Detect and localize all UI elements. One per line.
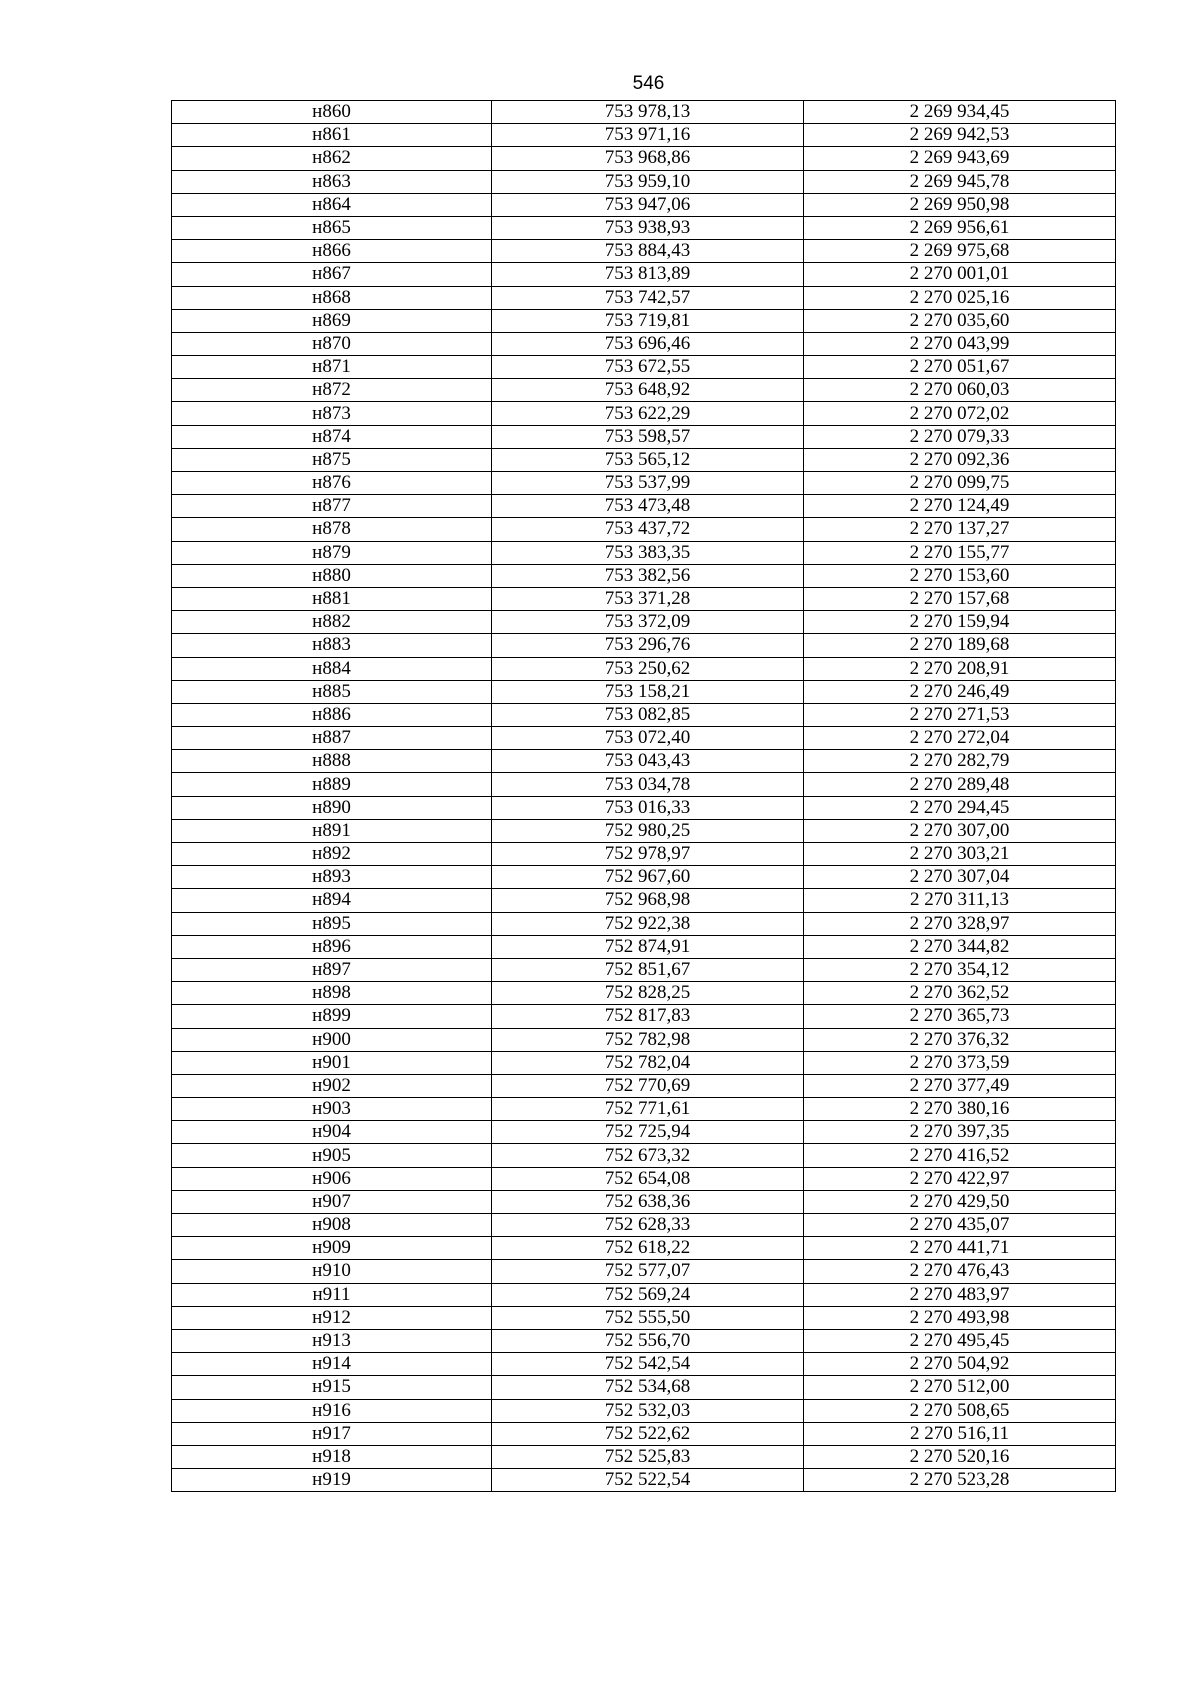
point-id-cell: н875 <box>172 448 492 471</box>
y-coordinate-cell: 2 270 025,16 <box>804 286 1116 309</box>
x-coordinate-cell: 752 771,61 <box>492 1098 804 1121</box>
point-id-cell: н909 <box>172 1237 492 1260</box>
y-coordinate-cell: 2 270 157,68 <box>804 587 1116 610</box>
x-coordinate-cell: 752 618,22 <box>492 1237 804 1260</box>
table-row <box>172 216 1116 239</box>
table-row <box>172 1214 1116 1237</box>
table-row <box>172 1005 1116 1028</box>
point-id-cell: н868 <box>172 286 492 309</box>
y-coordinate-cell: 2 269 956,61 <box>804 216 1116 239</box>
table-row <box>172 240 1116 263</box>
table-row <box>172 1237 1116 1260</box>
point-id-cell: н889 <box>172 773 492 796</box>
x-coordinate-cell: 752 968,98 <box>492 889 804 912</box>
y-coordinate-cell: 2 270 354,12 <box>804 958 1116 981</box>
x-coordinate-cell: 752 980,25 <box>492 819 804 842</box>
table-row <box>172 912 1116 935</box>
x-coordinate-cell: 753 884,43 <box>492 240 804 263</box>
table-row <box>172 866 1116 889</box>
table-row <box>172 147 1116 170</box>
y-coordinate-cell: 2 270 137,27 <box>804 518 1116 541</box>
x-coordinate-cell: 753 537,99 <box>492 472 804 495</box>
point-id-cell: н870 <box>172 332 492 355</box>
point-id-cell: н907 <box>172 1190 492 1213</box>
y-coordinate-cell: 2 270 328,97 <box>804 912 1116 935</box>
coordinates-table-body <box>172 101 1116 1492</box>
x-coordinate-cell: 753 978,13 <box>492 101 804 124</box>
point-id-cell: н878 <box>172 518 492 541</box>
x-coordinate-cell: 753 696,46 <box>492 332 804 355</box>
coordinates-table <box>171 100 1116 1492</box>
x-coordinate-cell: 753 072,40 <box>492 727 804 750</box>
point-id-cell: н884 <box>172 657 492 680</box>
table-row <box>172 101 1116 124</box>
y-coordinate-cell: 2 270 289,48 <box>804 773 1116 796</box>
point-id-cell: н885 <box>172 680 492 703</box>
y-coordinate-cell: 2 270 416,52 <box>804 1144 1116 1167</box>
table-row <box>172 1445 1116 1468</box>
x-coordinate-cell: 752 770,69 <box>492 1074 804 1097</box>
point-id-cell: н915 <box>172 1376 492 1399</box>
table-row <box>172 1051 1116 1074</box>
table-row <box>172 796 1116 819</box>
x-coordinate-cell: 753 813,89 <box>492 263 804 286</box>
x-coordinate-cell: 752 556,70 <box>492 1329 804 1352</box>
table-row <box>172 1422 1116 1445</box>
table-row <box>172 541 1116 564</box>
x-coordinate-cell: 752 569,24 <box>492 1283 804 1306</box>
table-row <box>172 727 1116 750</box>
y-coordinate-cell: 2 270 441,71 <box>804 1237 1116 1260</box>
y-coordinate-cell: 2 270 495,45 <box>804 1329 1116 1352</box>
y-coordinate-cell: 2 270 208,91 <box>804 657 1116 680</box>
y-coordinate-cell: 2 270 476,43 <box>804 1260 1116 1283</box>
x-coordinate-cell: 753 672,55 <box>492 356 804 379</box>
table-row <box>172 402 1116 425</box>
table-row <box>172 935 1116 958</box>
table-row <box>172 1167 1116 1190</box>
point-id-cell: н888 <box>172 750 492 773</box>
table-row <box>172 1074 1116 1097</box>
x-coordinate-cell: 752 542,54 <box>492 1353 804 1376</box>
point-id-cell: н880 <box>172 564 492 587</box>
point-id-cell: н904 <box>172 1121 492 1144</box>
y-coordinate-cell: 2 270 001,01 <box>804 263 1116 286</box>
point-id-cell: н861 <box>172 124 492 147</box>
point-id-cell: н891 <box>172 819 492 842</box>
point-id-cell: н906 <box>172 1167 492 1190</box>
table-row <box>172 1190 1116 1213</box>
table-row <box>172 1098 1116 1121</box>
x-coordinate-cell: 753 296,76 <box>492 634 804 657</box>
table-row <box>172 843 1116 866</box>
x-coordinate-cell: 753 372,09 <box>492 611 804 634</box>
point-id-cell: н919 <box>172 1469 492 1492</box>
table-row <box>172 1376 1116 1399</box>
x-coordinate-cell: 752 534,68 <box>492 1376 804 1399</box>
x-coordinate-cell: 753 565,12 <box>492 448 804 471</box>
table-row <box>172 1121 1116 1144</box>
y-coordinate-cell: 2 270 311,13 <box>804 889 1116 912</box>
point-id-cell: н881 <box>172 587 492 610</box>
point-id-cell: н883 <box>172 634 492 657</box>
x-coordinate-cell: 752 817,83 <box>492 1005 804 1028</box>
point-id-cell: н896 <box>172 935 492 958</box>
y-coordinate-cell: 2 270 043,99 <box>804 332 1116 355</box>
table-row <box>172 1144 1116 1167</box>
x-coordinate-cell: 753 938,93 <box>492 216 804 239</box>
point-id-cell: н902 <box>172 1074 492 1097</box>
y-coordinate-cell: 2 270 429,50 <box>804 1190 1116 1213</box>
x-coordinate-cell: 752 725,94 <box>492 1121 804 1144</box>
y-coordinate-cell: 2 270 380,16 <box>804 1098 1116 1121</box>
table-row <box>172 958 1116 981</box>
table-row <box>172 193 1116 216</box>
table-row <box>172 472 1116 495</box>
x-coordinate-cell: 753 968,86 <box>492 147 804 170</box>
table-row <box>172 518 1116 541</box>
x-coordinate-cell: 752 525,83 <box>492 1445 804 1468</box>
table-row <box>172 587 1116 610</box>
point-id-cell: н873 <box>172 402 492 425</box>
point-id-cell: н912 <box>172 1306 492 1329</box>
y-coordinate-cell: 2 270 504,92 <box>804 1353 1116 1376</box>
point-id-cell: н899 <box>172 1005 492 1028</box>
x-coordinate-cell: 753 158,21 <box>492 680 804 703</box>
point-id-cell: н865 <box>172 216 492 239</box>
point-id-cell: н898 <box>172 982 492 1005</box>
x-coordinate-cell: 753 719,81 <box>492 309 804 332</box>
table-row <box>172 773 1116 796</box>
y-coordinate-cell: 2 270 523,28 <box>804 1469 1116 1492</box>
point-id-cell: н918 <box>172 1445 492 1468</box>
table-row <box>172 680 1116 703</box>
point-id-cell: н897 <box>172 958 492 981</box>
x-coordinate-cell: 753 648,92 <box>492 379 804 402</box>
point-id-cell: н900 <box>172 1028 492 1051</box>
x-coordinate-cell: 753 622,29 <box>492 402 804 425</box>
table-row <box>172 1469 1116 1492</box>
y-coordinate-cell: 2 269 945,78 <box>804 170 1116 193</box>
y-coordinate-cell: 2 269 942,53 <box>804 124 1116 147</box>
table-row <box>172 379 1116 402</box>
table-row <box>172 263 1116 286</box>
point-id-cell: н886 <box>172 703 492 726</box>
y-coordinate-cell: 2 270 362,52 <box>804 982 1116 1005</box>
point-id-cell: н872 <box>172 379 492 402</box>
y-coordinate-cell: 2 270 272,04 <box>804 727 1116 750</box>
y-coordinate-cell: 2 270 159,94 <box>804 611 1116 634</box>
table-row <box>172 819 1116 842</box>
table-row <box>172 124 1116 147</box>
table-row <box>172 750 1116 773</box>
x-coordinate-cell: 752 522,54 <box>492 1469 804 1492</box>
y-coordinate-cell: 2 270 303,21 <box>804 843 1116 866</box>
table-row <box>172 611 1116 634</box>
y-coordinate-cell: 2 270 493,98 <box>804 1306 1116 1329</box>
point-id-cell: н874 <box>172 425 492 448</box>
table-row <box>172 1028 1116 1051</box>
x-coordinate-cell: 752 654,08 <box>492 1167 804 1190</box>
x-coordinate-cell: 753 971,16 <box>492 124 804 147</box>
table-row <box>172 448 1116 471</box>
point-id-cell: н910 <box>172 1260 492 1283</box>
y-coordinate-cell: 2 270 155,77 <box>804 541 1116 564</box>
y-coordinate-cell: 2 270 397,35 <box>804 1121 1116 1144</box>
table-row <box>172 1329 1116 1352</box>
y-coordinate-cell: 2 270 060,03 <box>804 379 1116 402</box>
point-id-cell: н914 <box>172 1353 492 1376</box>
x-coordinate-cell: 752 532,03 <box>492 1399 804 1422</box>
point-id-cell: н893 <box>172 866 492 889</box>
y-coordinate-cell: 2 270 294,45 <box>804 796 1116 819</box>
table-row <box>172 1283 1116 1306</box>
x-coordinate-cell: 752 828,25 <box>492 982 804 1005</box>
table-row <box>172 1306 1116 1329</box>
x-coordinate-cell: 753 598,57 <box>492 425 804 448</box>
point-id-cell: н882 <box>172 611 492 634</box>
y-coordinate-cell: 2 270 373,59 <box>804 1051 1116 1074</box>
x-coordinate-cell: 752 874,91 <box>492 935 804 958</box>
x-coordinate-cell: 752 522,62 <box>492 1422 804 1445</box>
point-id-cell: н905 <box>172 1144 492 1167</box>
y-coordinate-cell: 2 270 189,68 <box>804 634 1116 657</box>
x-coordinate-cell: 752 978,97 <box>492 843 804 866</box>
x-coordinate-cell: 753 382,56 <box>492 564 804 587</box>
table-row <box>172 356 1116 379</box>
point-id-cell: н879 <box>172 541 492 564</box>
point-id-cell: н895 <box>172 912 492 935</box>
y-coordinate-cell: 2 270 307,04 <box>804 866 1116 889</box>
table-row <box>172 1353 1116 1376</box>
y-coordinate-cell: 2 269 975,68 <box>804 240 1116 263</box>
table-row <box>172 495 1116 518</box>
y-coordinate-cell: 2 270 520,16 <box>804 1445 1116 1468</box>
y-coordinate-cell: 2 270 344,82 <box>804 935 1116 958</box>
y-coordinate-cell: 2 270 124,49 <box>804 495 1116 518</box>
table-row <box>172 634 1116 657</box>
x-coordinate-cell: 752 967,60 <box>492 866 804 889</box>
x-coordinate-cell: 752 851,67 <box>492 958 804 981</box>
point-id-cell: н869 <box>172 309 492 332</box>
table-row <box>172 1260 1116 1283</box>
y-coordinate-cell: 2 270 483,97 <box>804 1283 1116 1306</box>
y-coordinate-cell: 2 270 435,07 <box>804 1214 1116 1237</box>
x-coordinate-cell: 753 034,78 <box>492 773 804 796</box>
x-coordinate-cell: 752 782,98 <box>492 1028 804 1051</box>
x-coordinate-cell: 753 250,62 <box>492 657 804 680</box>
x-coordinate-cell: 752 638,36 <box>492 1190 804 1213</box>
table-row <box>172 332 1116 355</box>
y-coordinate-cell: 2 270 422,97 <box>804 1167 1116 1190</box>
point-id-cell: н913 <box>172 1329 492 1352</box>
x-coordinate-cell: 752 673,32 <box>492 1144 804 1167</box>
y-coordinate-cell: 2 270 365,73 <box>804 1005 1116 1028</box>
x-coordinate-cell: 752 555,50 <box>492 1306 804 1329</box>
point-id-cell: н908 <box>172 1214 492 1237</box>
x-coordinate-cell: 753 043,43 <box>492 750 804 773</box>
x-coordinate-cell: 752 782,04 <box>492 1051 804 1074</box>
x-coordinate-cell: 752 922,38 <box>492 912 804 935</box>
y-coordinate-cell: 2 270 072,02 <box>804 402 1116 425</box>
table-row <box>172 982 1116 1005</box>
y-coordinate-cell: 2 270 099,75 <box>804 472 1116 495</box>
y-coordinate-cell: 2 270 153,60 <box>804 564 1116 587</box>
point-id-cell: н887 <box>172 727 492 750</box>
y-coordinate-cell: 2 270 271,53 <box>804 703 1116 726</box>
table-row <box>172 170 1116 193</box>
x-coordinate-cell: 753 742,57 <box>492 286 804 309</box>
table-row <box>172 425 1116 448</box>
x-coordinate-cell: 753 959,10 <box>492 170 804 193</box>
point-id-cell: н911 <box>172 1283 492 1306</box>
point-id-cell: н901 <box>172 1051 492 1074</box>
y-coordinate-cell: 2 270 035,60 <box>804 309 1116 332</box>
point-id-cell: н917 <box>172 1422 492 1445</box>
point-id-cell: н916 <box>172 1399 492 1422</box>
x-coordinate-cell: 752 628,33 <box>492 1214 804 1237</box>
table-row <box>172 286 1116 309</box>
point-id-cell: н877 <box>172 495 492 518</box>
y-coordinate-cell: 2 270 246,49 <box>804 680 1116 703</box>
y-coordinate-cell: 2 270 307,00 <box>804 819 1116 842</box>
y-coordinate-cell: 2 270 051,67 <box>804 356 1116 379</box>
x-coordinate-cell: 753 383,35 <box>492 541 804 564</box>
x-coordinate-cell: 753 371,28 <box>492 587 804 610</box>
point-id-cell: н890 <box>172 796 492 819</box>
x-coordinate-cell: 753 473,48 <box>492 495 804 518</box>
table-row <box>172 889 1116 912</box>
page-number: 546 <box>632 73 665 94</box>
point-id-cell: н862 <box>172 147 492 170</box>
point-id-cell: н876 <box>172 472 492 495</box>
x-coordinate-cell: 753 437,72 <box>492 518 804 541</box>
point-id-cell: н864 <box>172 193 492 216</box>
y-coordinate-cell: 2 270 377,49 <box>804 1074 1116 1097</box>
table-row <box>172 309 1116 332</box>
y-coordinate-cell: 2 269 950,98 <box>804 193 1116 216</box>
point-id-cell: н860 <box>172 101 492 124</box>
table-row <box>172 657 1116 680</box>
point-id-cell: н892 <box>172 843 492 866</box>
y-coordinate-cell: 2 270 376,32 <box>804 1028 1116 1051</box>
point-id-cell: н867 <box>172 263 492 286</box>
point-id-cell: н894 <box>172 889 492 912</box>
table-row <box>172 1399 1116 1422</box>
y-coordinate-cell: 2 270 512,00 <box>804 1376 1116 1399</box>
point-id-cell: н903 <box>172 1098 492 1121</box>
y-coordinate-cell: 2 270 092,36 <box>804 448 1116 471</box>
x-coordinate-cell: 753 016,33 <box>492 796 804 819</box>
y-coordinate-cell: 2 270 282,79 <box>804 750 1116 773</box>
table-row <box>172 703 1116 726</box>
table-row <box>172 564 1116 587</box>
x-coordinate-cell: 753 082,85 <box>492 703 804 726</box>
point-id-cell: н871 <box>172 356 492 379</box>
y-coordinate-cell: 2 270 508,65 <box>804 1399 1116 1422</box>
y-coordinate-cell: 2 269 934,45 <box>804 101 1116 124</box>
x-coordinate-cell: 752 577,07 <box>492 1260 804 1283</box>
y-coordinate-cell: 2 270 079,33 <box>804 425 1116 448</box>
x-coordinate-cell: 753 947,06 <box>492 193 804 216</box>
point-id-cell: н863 <box>172 170 492 193</box>
y-coordinate-cell: 2 270 516,11 <box>804 1422 1116 1445</box>
y-coordinate-cell: 2 269 943,69 <box>804 147 1116 170</box>
point-id-cell: н866 <box>172 240 492 263</box>
